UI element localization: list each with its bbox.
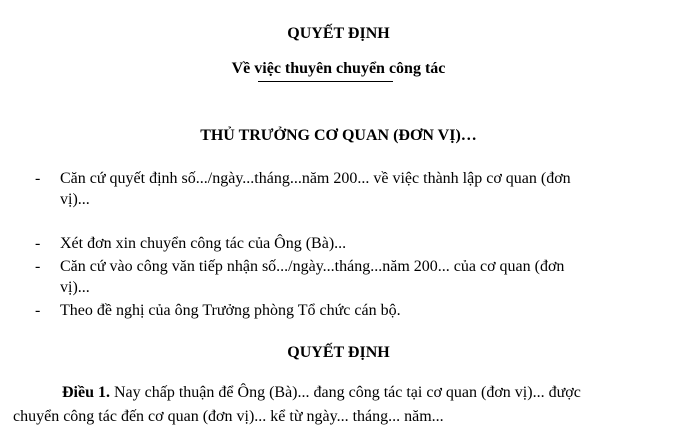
list-item-text: Theo đề nghị của ông Trưởng phòng Tổ chức cán bộ. [60,302,401,319]
article-1-line [62,384,581,402]
article-1-label: Điều 1. [62,384,110,401]
bullet-marker: - [35,235,41,252]
bullet-marker: - [35,258,41,275]
document-subtitle: Về việc thuyên chuyển công tác [231,60,446,77]
list-item-text: vị)... [60,191,90,208]
list-item-text: Căn cứ vào công văn tiếp nhận số.../ngày...tháng...năm 200... của cơ quan (đơn [60,258,565,275]
article-1-line: chuyển công tác đến cơ quan (đơn vị)... kể từ ngày... tháng... năm... [13,408,444,425]
decision-heading: QUYẾT ĐỊNH [287,344,390,361]
list-item-text: Xét đơn xin chuyển công tác của Ông (Bà)... [60,235,347,252]
issuing-authority: THỦ TRƯỞNG CƠ QUAN (ĐƠN VỊ)… [200,127,477,144]
subtitle-underline [258,81,393,82]
bullet-marker: - [35,170,41,187]
list-item-text: Căn cứ quyết định số.../ngày...tháng...năm 200... về việc thành lập cơ quan (đơn [60,170,571,187]
document-title: QUYẾT ĐỊNH [287,25,390,42]
bullet-marker: - [35,302,41,319]
article-1-text: Nay chấp thuận để Ông (Bà)... đang công tác tại cơ quan (đơn vị)... được [110,384,581,401]
list-item-text: vị)... [60,279,90,296]
